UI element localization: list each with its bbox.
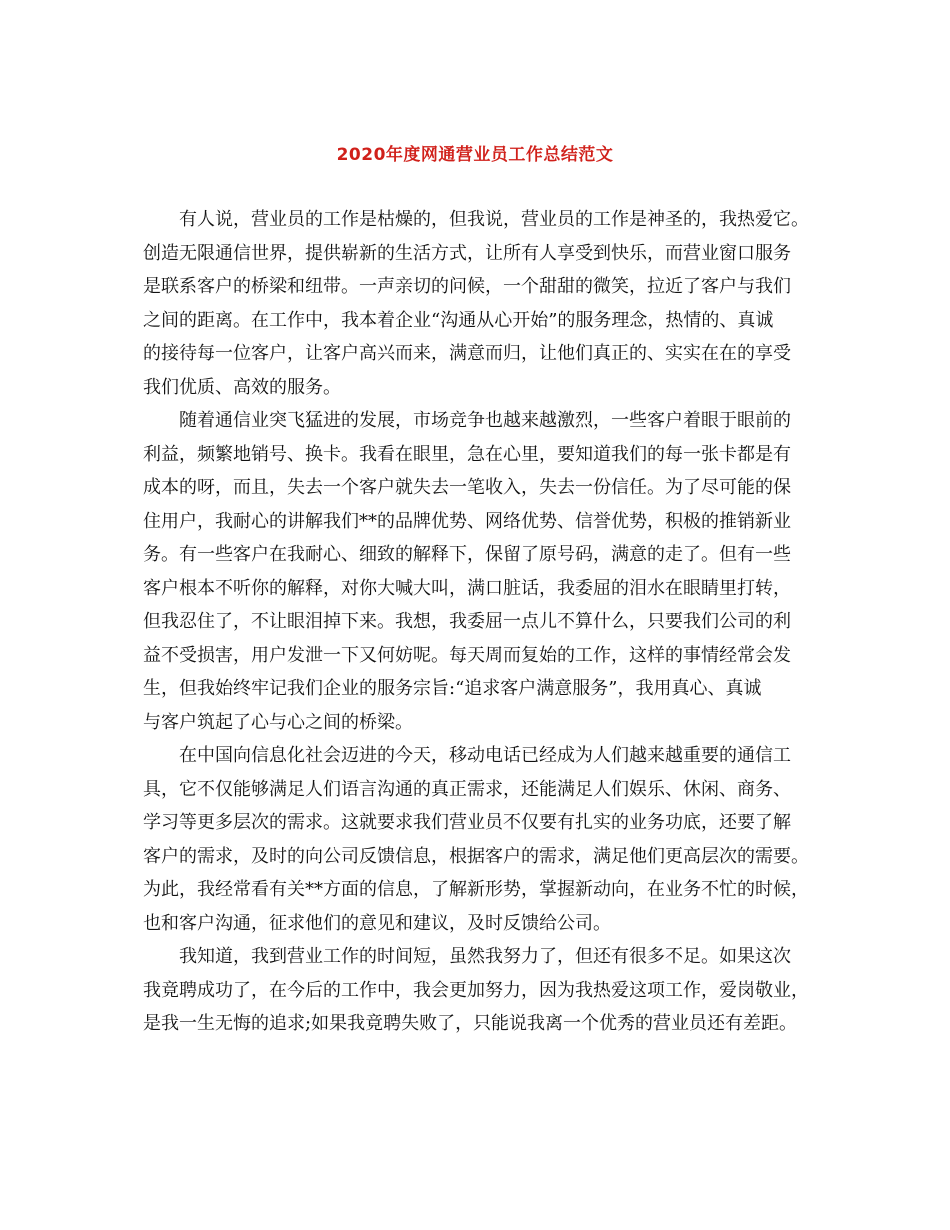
document-body	[143, 203, 833, 1041]
document-title: 2020年度网通营业员工作总结范文	[336, 145, 614, 165]
body-line: 有人说，营业员的工作是枯燥的，但我说，营业员的工作是神圣的，我热爱它。	[179, 209, 809, 230]
body-line: 为此，我经常看有关**方面的信息，了解新形势，掌握新动向，在业务不忙的时候，	[143, 879, 809, 900]
body-line: 是我一生无悔的追求;如果我竟聘失败了，只能说我离一个优秀的营业员还有差距。	[143, 1013, 798, 1034]
body-line: 客户的需求，及时的向公司反馈信息，根据客户的需求，满足他们更高层次的需要。	[143, 845, 809, 867]
body-line: 我们优质、高效的服务。	[143, 376, 341, 398]
body-line: 客户根本不听你的解释，对你大喊大叫，满口脏话，我委屈的泪水在眼睛里打转，	[143, 577, 791, 599]
body-line: 但我忍住了，不让眼泪掉下来。我想，我委屈一点儿不算什么，只要我们公司的利	[143, 611, 791, 632]
body-line: 具，它不仅能够满足人们语言沟通的真正需求，还能满足人们娱乐、休闲、商务、	[143, 778, 791, 800]
body-line: 的接待每一位客户，让客户高兴而来，满意而归，让他们真正的、实实在在的享受	[143, 343, 791, 364]
body-line: 成本的呀，而且，失去一个客户就失去一笔收入，失去一份信任。为了尽可能的保	[143, 477, 791, 498]
body-line: 生，但我始终牢记我们企业的服务宗旨:“追求客户满意服务”，我用真心、真诚	[143, 678, 762, 699]
body-line: 我知道，我到营业工作的时间短，虽然我努力了，但还有很多不足。如果这次	[179, 946, 791, 967]
body-line: 是联系客户的桥梁和纽带。一声亲切的问候，一个甜甜的微笑，拉近了客户与我们	[143, 276, 791, 297]
body-line: 益不受损害，用户发泄一下又何妨呢。每天周而复始的工作，这样的事情经常会发	[143, 644, 791, 666]
body-line: 务。有一些客户在我耐心、细致的解释下，保留了原号码，满意的走了。但有一些	[143, 544, 791, 565]
body-line: 与客户筑起了心与心之间的桥梁。	[143, 711, 413, 733]
body-line: 在中国向信息化社会迈进的今天，移动电话已经成为人们越来越重要的通信工	[179, 745, 791, 766]
body-line: 学习等更多层次的需求。这就要求我们营业员不仅要有扎实的业务功底，还要了解	[143, 812, 791, 833]
body-line: 住用户，我耐心的讲解我们**的品牌优势、网络优势、信誉优势，积极的推销新业	[143, 510, 791, 532]
body-line: 创造无限通信世界，提供崭新的生活方式，让所有人享受到快乐，而营业窗口服务	[143, 242, 791, 264]
body-line: 也和客户沟通，征求他们的意见和建议，及时反馈给公司。	[143, 912, 611, 934]
body-line: 我竟聘成功了，在今后的工作中，我会更加努力，因为我热爱这项工作，爱岗敬业，	[143, 979, 809, 1001]
body-line: 随着通信业突飞猛进的发展，市场竞争也越来越激烈，一些客户着眼于眼前的	[179, 410, 791, 431]
body-line: 之间的距离。在工作中，我本着企业“沟通从心开始”的服务理念，热情的、真诚	[143, 309, 774, 331]
body-line: 利益，频繁地销号、换卡。我看在眼里，急在心里，要知道我们的每一张卡都是有	[143, 443, 791, 465]
